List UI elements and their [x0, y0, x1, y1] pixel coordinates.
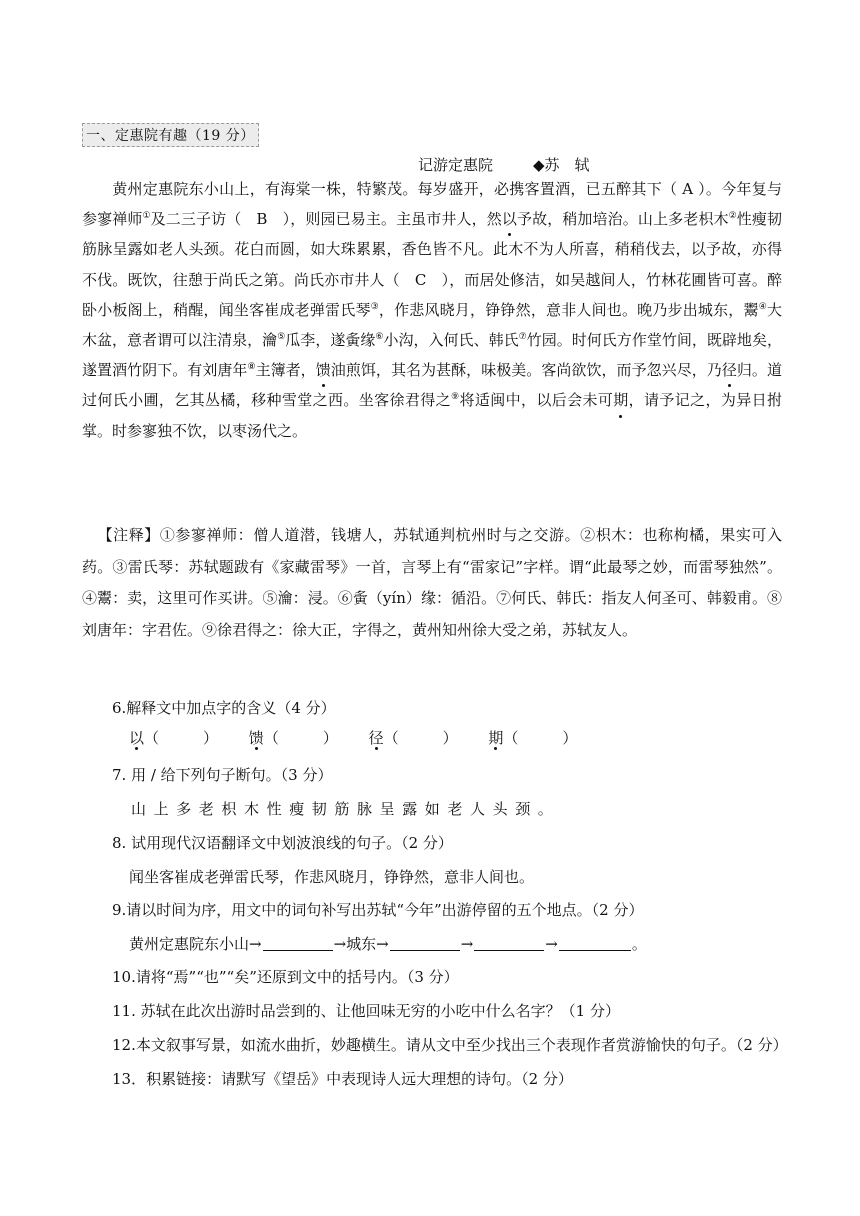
article-title-line	[418, 154, 590, 175]
question-6-blanks: 以（ ） 馈（ ） 径（ ） 期（ ）	[129, 729, 578, 747]
question-8-sentence: 闻坐客崔成老弹雷氏琴，作悲风晓月，铮铮然，意非人间也。	[129, 868, 535, 886]
question-11: 11. 苏轼在此次出游时品尝到的、让他回味无穷的小吃中什么名字？（1 分）	[112, 1002, 620, 1020]
blank-line	[474, 936, 544, 951]
section-heading: 一、定惠院有趣（19 分）	[82, 123, 259, 147]
article-title: 记游定惠院	[418, 156, 494, 174]
annotation-notes: 【注释】①参寥禅师：僧人道潜，钱塘人，苏轼通判杭州时与之交游。②枳木：也称枸橘，果实可入药。③雷氏琴：苏轼题跋有《家藏雷琴》一首，言琴上有“雷家记”字样。谓“此最琴之妙，而雷琴独然”。④鬻：卖，这里可作买讲。⑤瀹：浸。⑥夤（yín）缘：循沿。⑦何氏、韩氏：指友人何圣可、韩毅甫。⑧刘唐年：字君佐。⑨徐君得之：徐大正，字得之，黄州知州徐大受之弟，苏轼友人。	[82, 526, 782, 639]
question-13: 13．积累链接：请默写《望岳》中表现诗人远大理想的诗句。（2 分）	[112, 1070, 573, 1088]
question-8: 8. 试用现代汉语翻译文中划波浪线的句子。（2 分）	[112, 834, 453, 852]
dotted-char-jing: 径	[722, 355, 737, 385]
question-7: 7. 用 / 给下列句子断句。（3 分）	[112, 766, 333, 784]
question-9: 9.请以时间为序，用文中的词句补写出苏轼“今年”出游停留的五个地点。（2 分）	[112, 901, 644, 919]
dotted-char-yi: 以	[502, 204, 517, 234]
article-author: ◆苏 轼	[533, 156, 590, 174]
question-7-sentence: 山上多老枳木性瘦韧筋脉呈露如老人头颈。	[131, 800, 561, 818]
question-12: 12.本文叙事写景，如流水曲折，妙趣横生。请从文中至少找出三个表现作者赏游愉快的句子。（2 分）	[112, 1036, 788, 1054]
passage-text: 黄州定惠院东小山上，有海棠一株，特繁茂。每岁盛开，必携客置酒，已五醉其下（ A ）。今年复与参寥禅师①及二三子访（ B ），则园已易主。主虽市井人，然以予故，稍加培治。山上多老枳木②性瘦韧筋脉呈露如老人头颈。花白而圆，如大珠累累，香色皆不凡。此木不为人所喜，稍稍伐去，以予故，亦得不伐。既饮，往憩于尚氏之第。尚氏亦市井人（ C ），而居处修洁，如吴越间人，竹林花圃皆可喜。醉卧小板阁上，稍醒，闻坐客崔成老弹雷氏琴③，作悲风晓月，铮铮然，意非人间也。晚乃步出城东，鬻④大木盆，意者谓可以注清泉，瀹⑤瓜李，遂夤缘⑥小沟，入何氏、韩氏⑦竹园。时何氏方作堂竹间，既辟地矣，遂置酒竹阴下。有刘唐年⑧主簿者，馈油煎饵，其名为甚酥，味极美。客尚欲饮，而予忽兴尽，乃径归。道过何氏小圃，乞其丛橘，移种雪堂之西。坐客徐君得之⑨将适闽中，以后会未可期，请予记之，为异日拊掌。时参寥独不饮，以枣汤代之。	[82, 180, 782, 440]
blank-line	[263, 936, 333, 951]
dotted-char-kui: 馈	[316, 355, 331, 385]
question-9-route: 黄州定惠院东小山→ →城东→ → → 。	[129, 935, 647, 953]
dotted-char-qi: 期	[613, 385, 628, 415]
blank-line	[390, 936, 460, 951]
question-6: 6.解释文中加点字的含义（4 分）	[112, 699, 336, 717]
blank-line	[559, 936, 631, 951]
question-10: 10.请将“焉”“也”“矣”还原到文中的括号内。（3 分）	[112, 968, 459, 986]
